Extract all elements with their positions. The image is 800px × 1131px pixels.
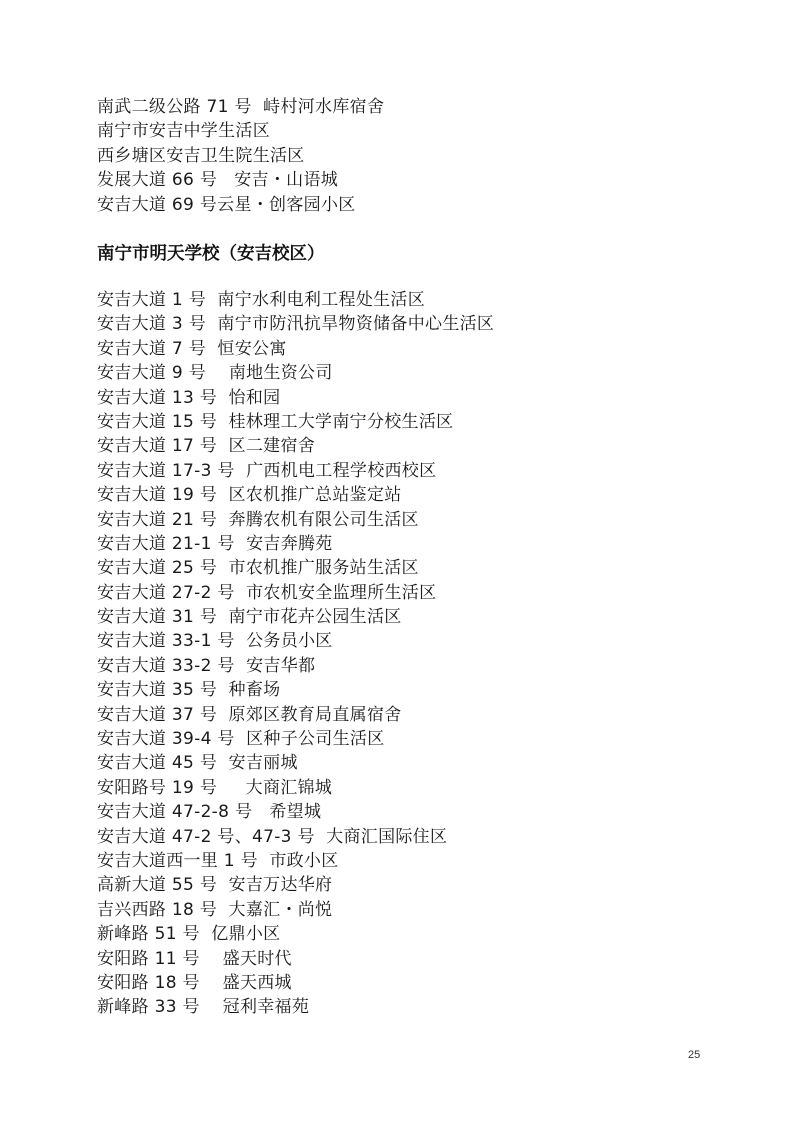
address-line: 安吉大道 45 号 安吉丽城 [97,753,298,774]
address-line: 安吉大道 33-2 号 安吉华都 [97,655,316,676]
address-line: 安吉大道 19 号 区农机推广总站鉴定站 [97,485,402,506]
section-heading: 南宁市明天学校（安吉校区） [97,244,325,264]
address-line: 安吉大道 35 号 种畜场 [97,680,281,701]
address-line: 安吉大道 13 号 怡和园 [97,387,281,408]
address-line: 西乡塘区安吉卫生院生活区 [97,145,305,166]
address-line: 安吉大道 25 号 市农机推广服务站生活区 [97,558,419,579]
address-line: 安吉大道 27-2 号 市农机安全监理所生活区 [97,582,437,603]
address-line: 安吉大道 7 号 恒安公寓 [97,338,287,359]
address-line: 安吉大道 39-4 号 区种子公司生活区 [97,729,385,750]
address-line: 安吉大道 33-1 号 公务员小区 [97,631,333,652]
address-line: 安吉大道 17 号 区二建宿舍 [97,436,316,457]
address-line: 安吉大道 15 号 桂林理工大学南宁分校生活区 [97,411,454,432]
address-line: 安吉大道 17-3 号 广西机电工程学校西校区 [97,460,437,481]
address-line: 高新大道 55 号 安吉万达华府 [97,875,333,896]
address-line: 安吉大道 47-2-8 号 希望城 [97,802,322,823]
address-line: 南宁市安吉中学生活区 [97,121,270,142]
address-line: 安阳路 18 号 盛天西城 [97,972,292,993]
address-line: 安吉大道 21-1 号 安吉奔腾苑 [97,533,333,554]
address-line: 新峰路 33 号 冠利幸福苑 [97,997,310,1018]
address-line: 安吉大道 21 号 奔腾农机有限公司生活区 [97,509,419,530]
address-line: 安吉大道 31 号 南宁市花卉公园生活区 [97,607,402,628]
address-line: 安阳路 11 号 盛天时代 [97,948,292,969]
address-line: 安吉大道 37 号 原郊区教育局直属宿舍 [97,704,402,725]
address-line: 安吉大道 3 号 南宁市防汛抗旱物资储备中心生活区 [97,314,495,335]
address-list-top [97,95,737,217]
address-list-section [97,288,737,1020]
address-line: 安吉大道 1 号 南宁水利电利工程处生活区 [97,290,426,310]
address-line: 安阳路号 19 号 大商汇锦城 [97,777,333,798]
address-line: 安吉大道 47-2 号、47-3 号 大商汇国际住区 [97,826,448,847]
address-line: 南武二级公路 71 号 峙村河水库宿舍 [97,97,385,117]
address-line: 吉兴西路 18 号 大嘉汇・尚悦 [97,899,333,920]
address-line: 安吉大道西一里 1 号 市政小区 [97,850,339,871]
address-line: 新峰路 51 号 亿鼎小区 [97,924,281,945]
address-line: 安吉大道 9 号 南地生资公司 [97,363,333,384]
address-line: 发展大道 66 号 安吉・山语城 [97,170,339,191]
address-line: 安吉大道 69 号云星・创客园小区 [97,194,356,215]
page-number: 25 [688,1049,701,1061]
